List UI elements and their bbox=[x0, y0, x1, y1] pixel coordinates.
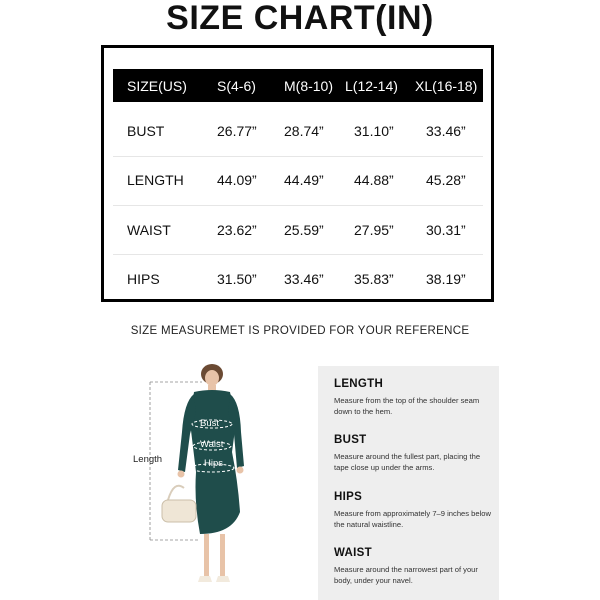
header-l: L(12-14) bbox=[345, 77, 398, 94]
guide-heading-waist: WAIST bbox=[334, 547, 372, 559]
guide-heading-bust: BUST bbox=[334, 434, 367, 446]
table-cell: 25.59” bbox=[284, 222, 324, 238]
guide-desc-length: Measure from the top of the shoulder seam down to the hem. bbox=[334, 396, 480, 416]
table-cell: 31.10” bbox=[354, 123, 394, 139]
waist-label: Waist bbox=[200, 439, 224, 450]
table-row-hips bbox=[113, 254, 483, 304]
table-cell: 38.19” bbox=[426, 271, 466, 287]
table-row-length bbox=[113, 155, 483, 205]
table-cell: 23.62” bbox=[217, 222, 257, 238]
header-m: M(8-10) bbox=[284, 77, 334, 94]
guide-heading-hips: HIPS bbox=[334, 491, 363, 503]
table-row-bust bbox=[113, 106, 483, 156]
dress-illustration bbox=[128, 362, 288, 598]
table-cell: 44.09” bbox=[217, 172, 257, 188]
table-cell: 44.49” bbox=[284, 172, 324, 188]
table-cell: 35.83” bbox=[354, 271, 394, 287]
hips-label: Hips bbox=[204, 458, 224, 469]
table-cell: 28.74” bbox=[284, 123, 324, 139]
header-size: SIZE(US) bbox=[127, 77, 187, 94]
reference-note: SIZE MEASUREMET IS PROVIDED FOR YOUR REFERENCE bbox=[130, 325, 470, 337]
guide-desc-hips: Measure from approximately 7–9 inches below the natural waistline. bbox=[334, 509, 492, 529]
row-label: HIPS bbox=[127, 271, 160, 287]
table-row-waist bbox=[113, 205, 483, 255]
row-label: WAIST bbox=[127, 222, 171, 238]
page-title: SIZE CHART(IN) bbox=[166, 0, 434, 37]
measurement-guide-panel bbox=[318, 366, 499, 600]
bust-label: Bust bbox=[200, 418, 220, 429]
table-cell: 45.28” bbox=[426, 172, 466, 188]
table-cell: 31.50” bbox=[217, 271, 257, 287]
table-cell: 30.31” bbox=[426, 222, 466, 238]
header-xl: XL(16-18) bbox=[415, 77, 478, 94]
table-cell: 33.46” bbox=[426, 123, 466, 139]
model-figure bbox=[128, 362, 288, 598]
length-label: Length bbox=[133, 454, 163, 465]
table-cell: 33.46” bbox=[284, 271, 324, 287]
row-label: BUST bbox=[127, 123, 165, 139]
table-cell: 44.88” bbox=[354, 172, 394, 188]
header-s: S(4-6) bbox=[217, 77, 256, 94]
guide-heading-length: LENGTH bbox=[334, 378, 384, 390]
table-cell: 27.95” bbox=[354, 222, 394, 238]
table-cell: 26.77” bbox=[217, 123, 257, 139]
guide-desc-waist: Measure around the narrowest part of your body, under your navel. bbox=[334, 565, 478, 585]
size-chart-table bbox=[101, 45, 494, 302]
row-label: LENGTH bbox=[127, 172, 184, 188]
guide-desc-bust: Measure around the fullest part, placing the tape close up under the arms. bbox=[334, 452, 481, 472]
table-header-row bbox=[113, 69, 483, 102]
